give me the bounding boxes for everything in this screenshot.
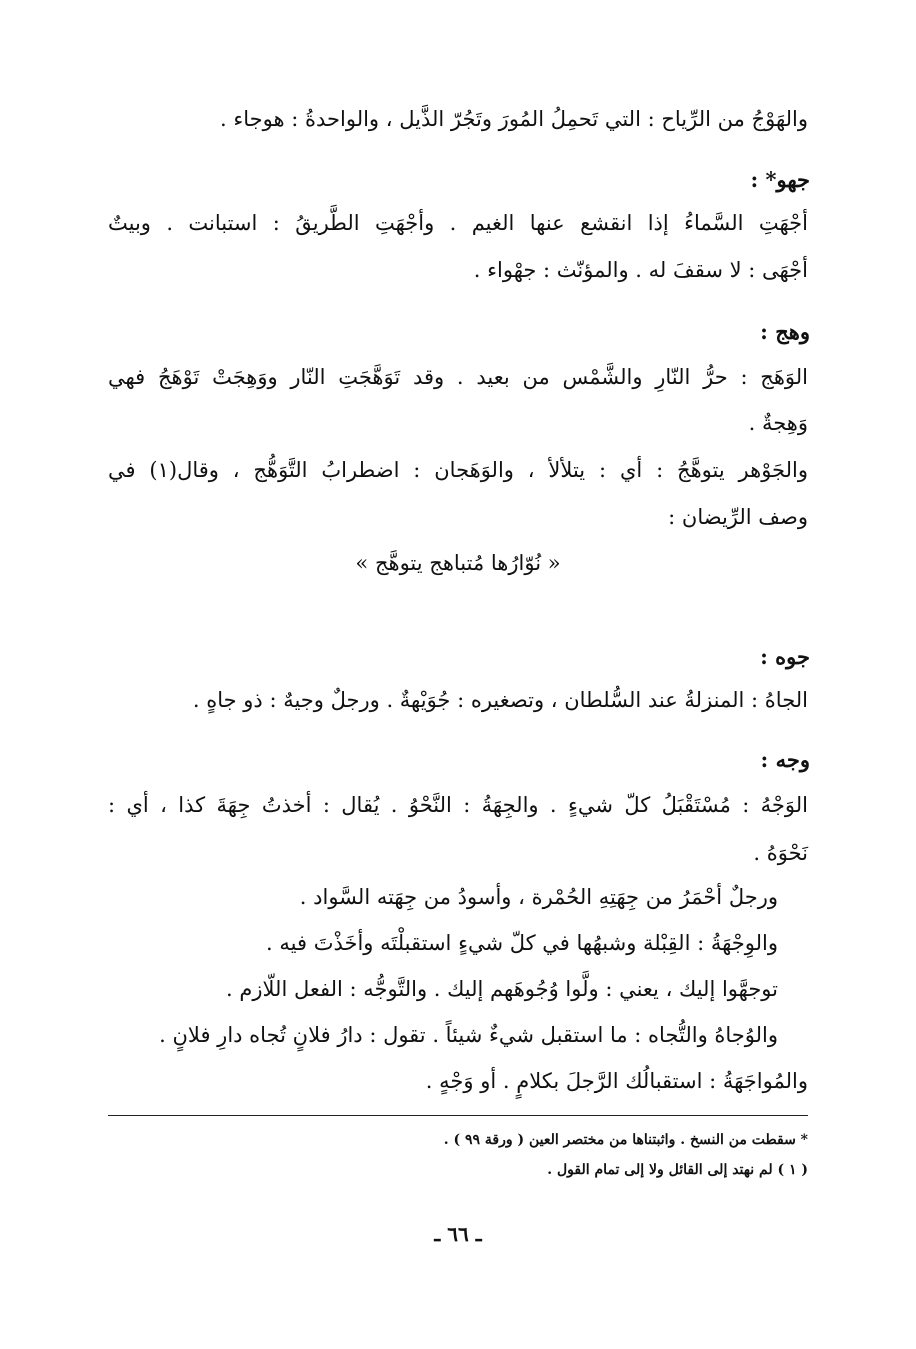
quoted-verse: « نُوّارُها مُتباهج يتوهَّج »: [355, 551, 561, 575]
entry-heading: جهو* :: [750, 167, 810, 192]
page-number: ـ ٦٦ ـ: [434, 1222, 482, 1246]
text-line: وصف الرِّيضان :: [668, 505, 808, 529]
footnote-divider: [108, 1115, 808, 1116]
text-line: والجَوْهر يتوهَّجُ : أي : يتلألأ ، والوَهَجان : اضطرابُ التَّوَهُّج ، وقال(١) في: [108, 458, 808, 482]
text-line: والوِجْهَةُ : القِبْلة وشبهُها في كلّ شيءٍ استقبلْتَه وأخَذْتَ فيه .: [266, 931, 778, 955]
text-line: نَحْوَهُ .: [753, 841, 808, 865]
entry-heading: جوه :: [760, 644, 810, 669]
text-line: والهَوْجُ من الرِّياح : التي تَحمِلُ المُورَ وتَجُرّ الذَّيل ، والواحدةُ : هوجاء .: [220, 107, 808, 131]
text-line: أجْهَى : لا سقفَ له . والمؤنّث : جهْواء .: [473, 258, 808, 282]
text-line: والوُجاهُ والتُّجاه : ما استقبل شيءٌ شيئاً . تقول : دارُ فلانٍ تُجاه دارِ فلانٍ .: [159, 1023, 778, 1047]
entry-heading: وهج :: [760, 319, 810, 344]
text-line: توجهَّوا إليك ، يعني : ولَّوا وُجُوهَهم إليك . والتَّوجُّه : الفعل اللّازم .: [226, 977, 778, 1001]
footnote: * سقطت من النسخ . واثبتناها من مختصر العين ( ورقة ٩٩ ) .: [443, 1132, 808, 1148]
text-line: الوَجْهُ : مُسْتَقْبَلُ كلّ شيءٍ . والجِهَةُ : النَّحْوُ . يُقال : أخذتُ جِهَةَ كذا ، أي :: [108, 793, 808, 817]
text-line: الجاهُ : المنزلةُ عند السُّلطان ، وتصغيره : جُوَيْهةٌ . ورجلٌ وجيهٌ : ذو جاهٍ .: [192, 688, 808, 712]
footnote: ( ١ ) لم نهتد إلى القائل ولا إلى تمام القول .: [547, 1162, 808, 1178]
text-line: الوَهَج : حرُّ النّارِ والشَّمْس من بعيد . وقد تَوَهَّجَتِ النّار ووَهِجَتْ تَوْهَجُ فهي: [108, 365, 808, 389]
text-line: أجْهَتِ السَّماءُ إذا انقشع عنها الغيم . وأجْهَتِ الطَّريقُ : استبانت . وبيتٌ: [108, 211, 808, 235]
text-line: والمُواجَهَةُ : استقبالُك الرَّجلَ بكلامٍ . أو وَجْهٍ .: [425, 1069, 808, 1093]
entry-heading: وجه :: [760, 747, 810, 772]
text-line: ورجلٌ أحْمَرُ من جِهَتِهِ الحُمْرة ، وأسودُ من جِهَته السَّواد .: [299, 885, 778, 909]
text-line: وَهِجةٌ .: [748, 411, 808, 435]
